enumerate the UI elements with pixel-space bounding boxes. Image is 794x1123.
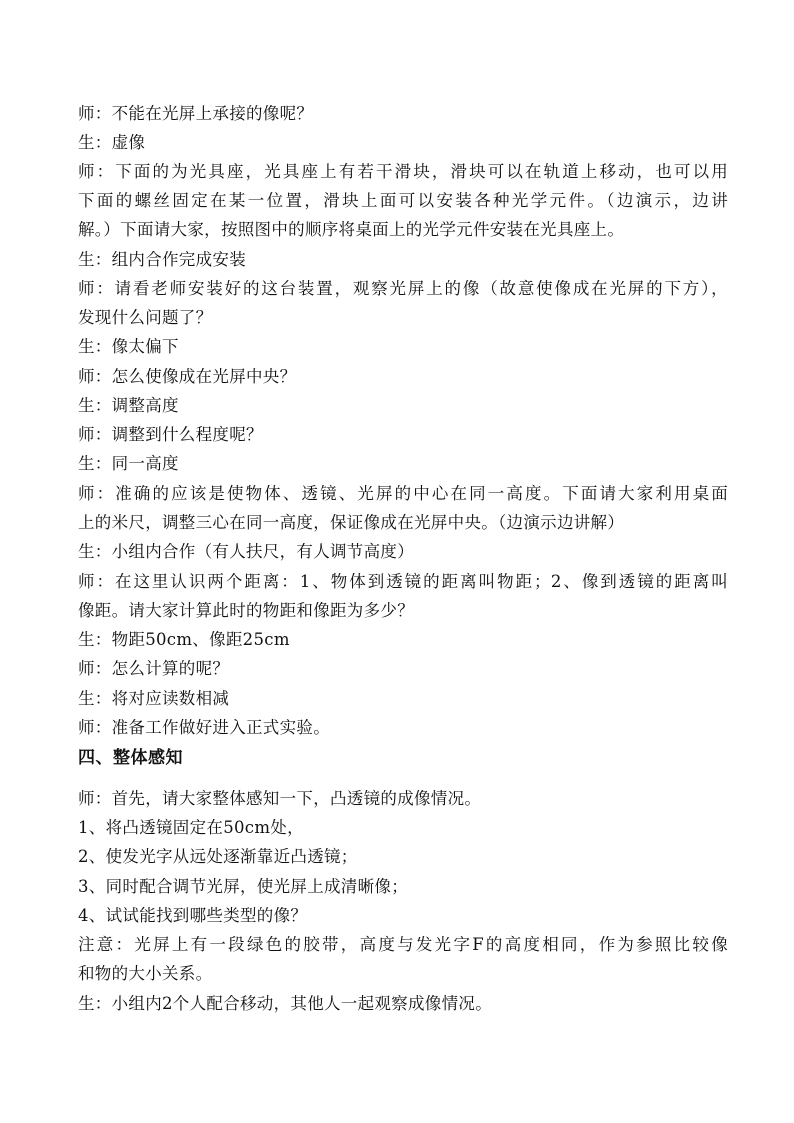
list-item: 4、试试能找到哪些类型的像？	[78, 906, 308, 925]
text-line: 生：组内合作完成安装	[78, 250, 246, 269]
text-line: 发现什么问题了？	[78, 308, 213, 327]
text-line: 生：小组内2个人配合移动，其他人一起观察成像情况。	[78, 994, 492, 1013]
text-line: 生：物距50cm、像距25cm	[78, 630, 290, 649]
text-line: 生：小组内合作（有人扶尺，有人调节高度）	[78, 542, 414, 561]
list-item: 1、将凸透镜固定在50cm处，	[78, 818, 304, 837]
text-line: 生：同一高度	[78, 454, 179, 473]
text-line: 下面的螺丝固定在某一位置，滑块上面可以安装各种光学元件。（边演示，边讲	[78, 191, 728, 210]
note-line: 和物的大小关系。	[78, 964, 213, 983]
text-line: 师：下面的为光具座，光具座上有若干滑块，滑块可以在轨道上移动，也可以用	[78, 162, 728, 181]
list-item: 3、同时配合调节光屏，使光屏上成清晰像；	[78, 877, 408, 896]
text-line: 像距。请大家计算此时的物距和像距为多少？	[78, 601, 414, 620]
section-heading: 四、整体感知	[78, 748, 183, 768]
text-line: 生：将对应读数相减	[78, 689, 230, 708]
text-line: 生：虚像	[78, 133, 146, 152]
text-line: 师：首先，请大家整体感知一下，凸透镜的成像情况。	[78, 789, 482, 808]
text-line: 师：请看老师安装好的这台装置，观察光屏上的像（故意使像成在光屏的下方），	[78, 279, 728, 298]
text-line: 师：准确的应该是使物体、透镜、光屏的中心在同一高度。下面请大家利用桌面	[78, 484, 728, 503]
text-line: 师：不能在光屏上承接的像呢？	[78, 104, 314, 123]
text-line: 师：怎么使像成在光屏中央？	[78, 367, 297, 386]
text-line: 生：调整高度	[78, 396, 179, 415]
text-line: 师：准备工作做好进入正式实验。	[78, 718, 330, 737]
text-line: 师：怎么计算的呢？	[78, 659, 230, 678]
text-line: 解。）下面请大家，按照图中的顺序将桌面上的光学元件安装在光具座上。	[78, 220, 625, 239]
text-line: 上的米尺，调整三心在同一高度，保证像成在光屏中央。（边演示边讲解）	[78, 513, 625, 532]
text-line: 师：在这里认识两个距离：1、物体到透镜的距离叫物距；2、像到透镜的距离叫	[78, 572, 728, 591]
list-item: 2、使发光字从远处逐渐靠近凸透镜；	[78, 847, 358, 866]
note-line: 注意：光屏上有一段绿色的胶带，高度与发光字F的高度相同，作为参照比较像	[78, 935, 728, 954]
text-line: 生：像太偏下	[78, 337, 179, 356]
text-line: 师：调整到什么程度呢？	[78, 425, 263, 444]
